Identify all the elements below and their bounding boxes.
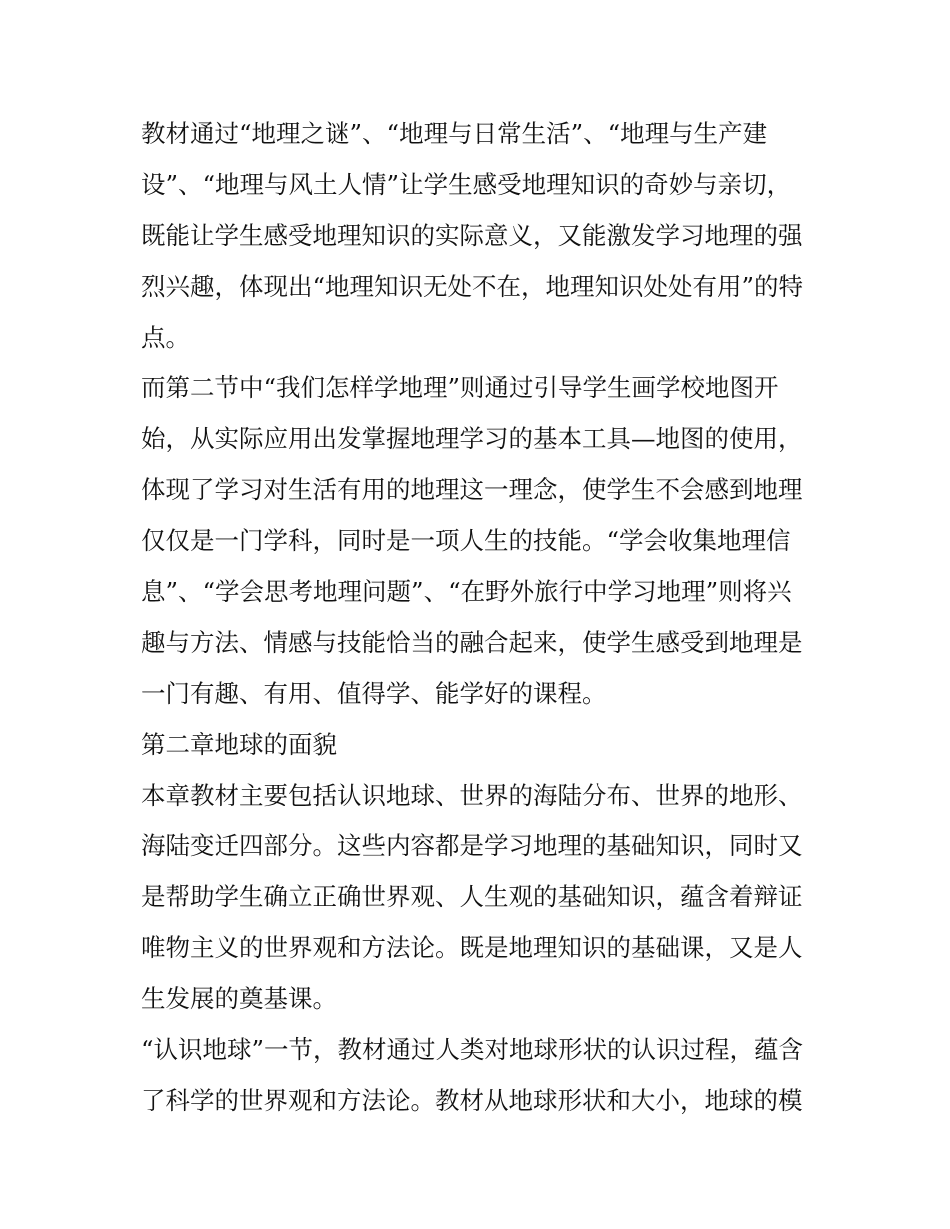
document-body [141, 109, 821, 1127]
text-line-18: 生发展的奠基课。 [141, 984, 337, 1014]
text-line-14: 本章教材主要包括认识地球、世界的海陆分布、世界的地形、 [141, 780, 803, 810]
text-line-1: 教材通过“地理之谜”、“地理与日常生活”、“地理与生产建 [141, 119, 768, 148]
text-line-11: 趣与方法、情感与技能恰当的融合起来，使学生感受到地理是 [141, 627, 803, 657]
text-line-19: “认识地球”一节，教材通过人类对地球形状的认识过程，蕴含 [141, 1035, 804, 1065]
text-line-16: 是帮助学生确立正确世界观、人生观的基础知识，蕴含着辩证 [141, 882, 803, 912]
text-line-7: 始，从实际应用出发掌握地理学习的基本工具—地图的使用， [141, 424, 803, 454]
text-line-10: 息”、“学会思考地理问题”、“在野外旅行中学习地理”则将兴 [141, 577, 792, 607]
text-line-9: 仅仅是一门学科，同时是一项人生的技能。“学会收集地理信 [141, 526, 791, 556]
text-line-17: 唯物主义的世界观和方法论。既是地理知识的基础课，又是人 [141, 933, 803, 963]
chapter-heading: 第二章地球的面貌 [141, 729, 337, 759]
text-line-8: 体现了学习对生活有用的地理这一理念，使学生不会感到地理 [141, 475, 803, 505]
text-line-2: 设”、“地理与风土人情”让学生感受地理知识的奇妙与亲切， [141, 169, 792, 199]
text-line-5: 点。 [141, 322, 190, 352]
text-line-6: 而第二节中“我们怎样学地理”则通过引导学生画学校地图开 [141, 373, 779, 403]
text-line-4: 烈兴趣，体现出“地理知识无处不在，地理知识处处有用”的特 [141, 271, 804, 301]
text-line-12: 一门有趣、有用、值得学、能学好的课程。 [141, 678, 607, 708]
text-line-20: 了科学的世界观和方法论。教材从地球形状和大小，地球的模 [141, 1085, 803, 1115]
text-line-3: 既能让学生感受地理知识的实际意义，又能激发学习地理的强 [141, 220, 803, 250]
text-line-15: 海陆变迁四部分。这些内容都是学习地理的基础知识，同时又 [141, 831, 803, 861]
